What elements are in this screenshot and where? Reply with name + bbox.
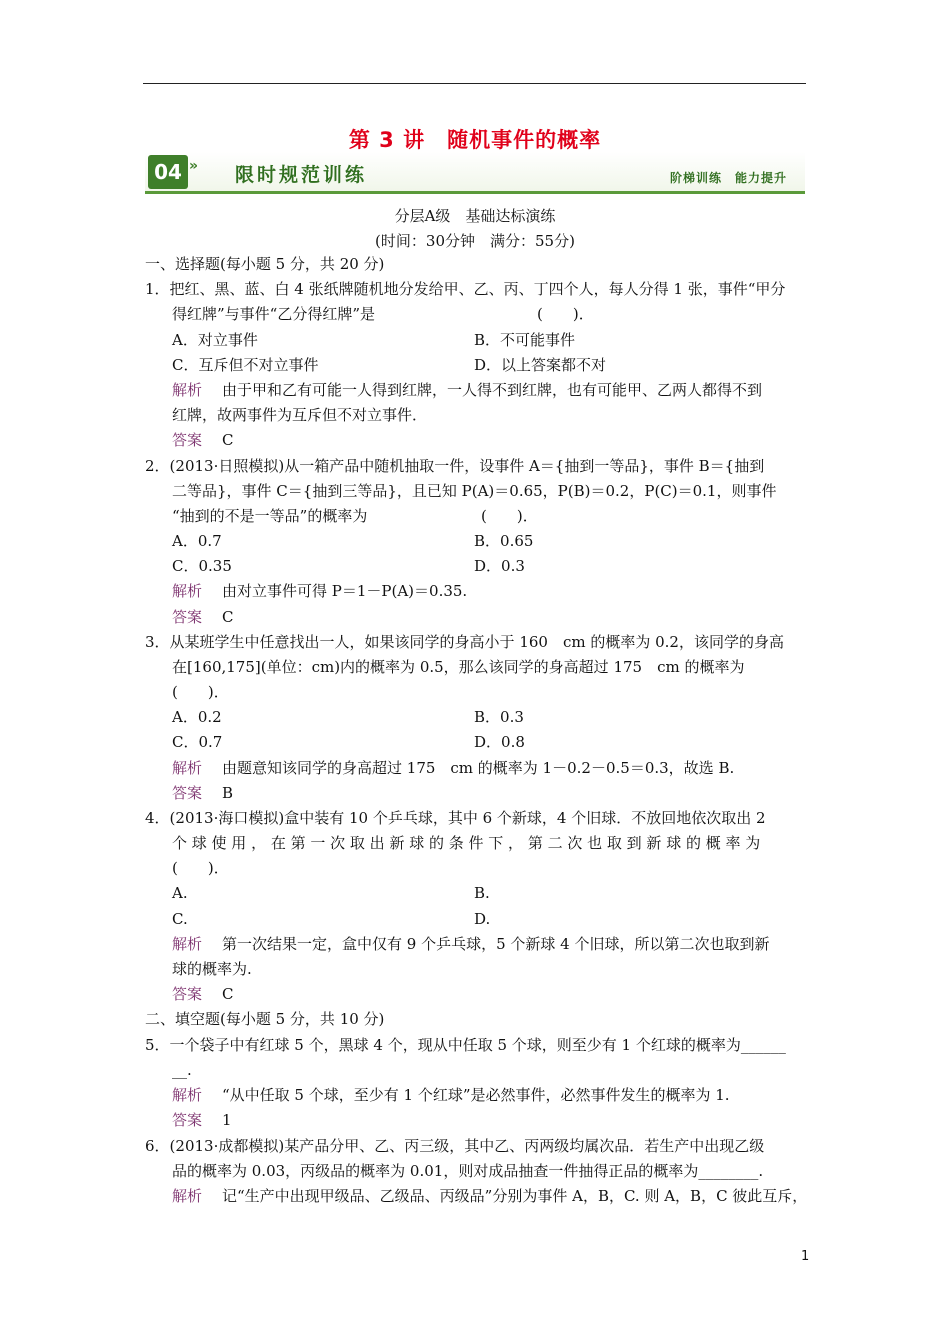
section-banner xyxy=(145,152,805,194)
q5-analysis-1: “从中任取 5 个球，至少有 1 个红球”是必然事件，必然事件发生的概率为 1. xyxy=(222,1086,730,1104)
q3-line-2: 在[160,175](单位：cm)内的概率为 0.5，那么该同学的身高超过 175 cm 的概率为 xyxy=(172,658,745,676)
q3-line-1: 3．从某班学生中任意找出一人，如果该同学的身高小于 160 cm 的概率为 0.2，该同学的身高 xyxy=(145,633,784,651)
q1-line-2: 得红牌”与事件“乙分得红牌”是 xyxy=(172,305,376,323)
q3-option-a: A．0.2 xyxy=(172,708,222,726)
q2-option-a: A．0.7 xyxy=(172,532,222,550)
q4-option-b: B. xyxy=(474,884,490,902)
banner-tagline: 阶梯训练 能力提升 xyxy=(669,171,787,185)
q1-line-1: 1．把红、黑、蓝、白 4 张纸牌随机地分发给甲、乙、丙、丁四个人，每人分得 1 张，事件“甲分 xyxy=(145,280,786,298)
q2-line-3: “抽到的不是一等品”的概率为 xyxy=(172,507,368,525)
q3-line-3: ( )． xyxy=(172,683,229,701)
q1-option-a: A．对立事件 xyxy=(172,331,258,349)
q3-analysis-label: 解析 xyxy=(172,759,203,777)
section-heading-1: 一、选择题(每小题 5 分，共 20 分) xyxy=(145,255,385,273)
q1-option-c: C．互斥但不对立事件 xyxy=(172,356,319,374)
q4-answer: C xyxy=(222,985,234,1003)
q6-analysis-1: 记“生产中出现甲级品、乙级品、丙级品”分别为事件 A，B，C. 则 A，B，C 彼此互斥， xyxy=(222,1187,808,1205)
banner-badge: 04 xyxy=(148,155,188,189)
q5-answer-label: 答案 xyxy=(172,1111,203,1129)
q4-option-a: A. xyxy=(172,884,188,902)
q5-line-2: __. xyxy=(172,1061,192,1079)
q2-option-b: B．0.65 xyxy=(474,532,534,550)
q3-option-b: B．0.3 xyxy=(474,708,524,726)
q1-option-b: B．不可能事件 xyxy=(474,331,576,349)
q1-option-d: D．以上答案都不对 xyxy=(474,356,607,374)
q1-analysis-label: 解析 xyxy=(172,381,203,399)
q5-answer: 1 xyxy=(222,1111,232,1129)
section-heading-2: 二、填空题(每小题 5 分，共 10 分) xyxy=(145,1010,385,1028)
q2-option-d: D．0.3 xyxy=(474,557,525,575)
banner-heading: 限时规范训练 xyxy=(235,164,368,186)
q4-line-2: 个 球 使 用 ， 在 第 一 次 取 出 新 球 的 条 件 下 ， 第 二 次 也 取 到 新 球 的 概 率 为 xyxy=(172,834,761,852)
q2-answer-blank: ( )． xyxy=(481,507,538,525)
q4-line-1: 4．(2013·海口模拟)盒中装有 10 个乒乓球，其中 6 个新球，4 个旧球．不放回地依次取出 2 xyxy=(145,809,766,827)
chevron-icon: » xyxy=(189,158,199,174)
q2-analysis-label: 解析 xyxy=(172,582,203,600)
time-line: (时间：30分钟 满分：55分) xyxy=(375,232,575,250)
q4-analysis-1: 第一次结果一定，盒中仅有 9 个乒乓球，5 个新球 4 个旧球，所以第二次也取到新 xyxy=(222,935,770,953)
q1-answer-label: 答案 xyxy=(172,431,203,449)
q6-line-1: 6．(2013·成都模拟)某产品分甲、乙、丙三级，其中乙、丙两级均属次品．若生产中出现乙级 xyxy=(145,1137,765,1155)
q3-analysis-1: 由题意知该同学的身高超过 175 cm 的概率为 1－0.2－0.5＝0.3，故选 B. xyxy=(222,759,735,777)
q2-option-c: C．0.35 xyxy=(172,557,232,575)
q1-analysis-2: 红牌，故两事件为互斥但不对立事件． xyxy=(172,406,428,424)
q3-answer: B xyxy=(222,784,234,802)
q4-line-3: ( )． xyxy=(172,859,229,877)
q3-option-d: D．0.8 xyxy=(474,733,525,751)
q3-answer-label: 答案 xyxy=(172,784,203,802)
q4-analysis-2: 球的概率为. xyxy=(172,960,252,978)
q5-line-1: 5．一个袋子中有红球 5 个，黑球 4 个，现从中任取 5 个球，则至少有 1 个红球的概率为______ xyxy=(145,1036,786,1054)
q5-analysis-label: 解析 xyxy=(172,1086,203,1104)
q1-answer-blank: ( )． xyxy=(537,305,594,323)
q2-analysis-1: 由对立事件可得 P＝1－P(A)＝0.35. xyxy=(222,582,468,600)
subtitle: 分层A级 基础达标演练 xyxy=(394,207,556,225)
q6-line-2: 品的概率为 0.03，丙级品的概率为 0.01，则对成品抽查一件抽得正品的概率为________. xyxy=(172,1162,764,1180)
q4-answer-label: 答案 xyxy=(172,985,203,1003)
header-rule xyxy=(143,83,806,84)
q1-analysis-1: 由于甲和乙有可能一人得到红牌，一人得不到红牌，也有可能甲、乙两人都得不到 xyxy=(222,381,763,399)
q2-answer: C xyxy=(222,608,234,626)
q3-option-c: C．0.7 xyxy=(172,733,223,751)
q6-analysis-label: 解析 xyxy=(172,1187,203,1205)
q2-line-2: 二等品}，事件 C＝{抽到三等品}，且已知 P(A)＝0.65，P(B)＝0.2，P(C)＝0.1，则事件 xyxy=(172,482,777,500)
q2-line-1: 2．(2013·日照模拟)从一箱产品中随机抽取一件，设事件 A＝{抽到一等品}，事件 B＝{抽到 xyxy=(145,457,765,475)
q4-option-c: C. xyxy=(172,910,188,928)
page-number: 1 xyxy=(801,1249,810,1264)
page-title: 第 3 讲 随机事件的概率 xyxy=(348,128,602,152)
q1-answer: C xyxy=(222,431,234,449)
q4-analysis-label: 解析 xyxy=(172,935,203,953)
q2-answer-label: 答案 xyxy=(172,608,203,626)
q4-option-d: D. xyxy=(474,910,491,928)
